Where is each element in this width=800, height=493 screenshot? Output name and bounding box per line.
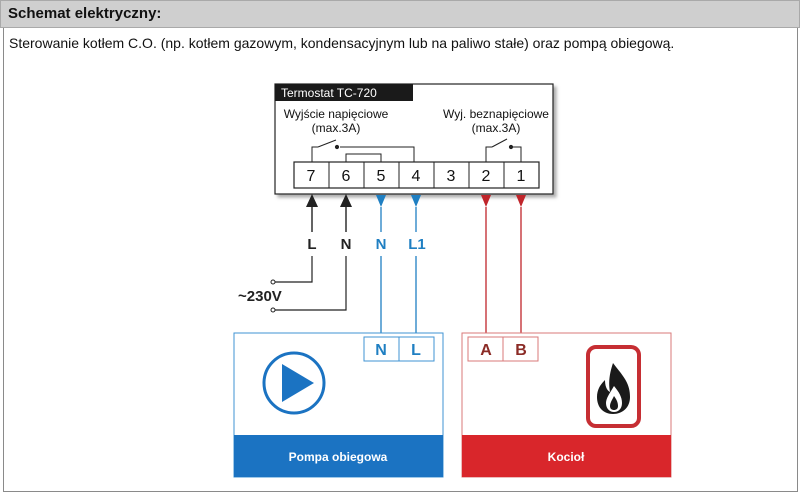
terminal-6: 6 (341, 168, 351, 185)
pump-label: Pompa obiegowa (288, 450, 388, 464)
dry-output-label: Wyj. beznapięciowe (443, 107, 549, 121)
description: Sterowanie kotłem C.O. (np. kotłem gazowym, kondensacyjnym lub na paliwo stałe) oraz pompą obiegową. (9, 35, 675, 51)
wire-label-l1-blue: L1 (408, 236, 426, 253)
boiler-label: Kocioł (547, 450, 585, 464)
pump-terminal-n: N (375, 342, 387, 359)
boiler-wires (481, 195, 526, 337)
thermostat-title: Termostat TC-720 (281, 86, 377, 100)
pump-box (234, 333, 443, 477)
pump-wires (376, 195, 426, 337)
terminal-1: 1 (516, 168, 526, 185)
boiler-terminal-b: B (515, 342, 527, 359)
terminal-5: 5 (376, 168, 386, 185)
supply-wires (238, 194, 352, 312)
terminal-7: 7 (306, 168, 316, 185)
flame-icon (588, 347, 639, 426)
section-title: Schemat elektryczny: (8, 5, 162, 22)
terminal-strip (294, 162, 539, 188)
terminal-3: 3 (446, 168, 456, 185)
pump-terminal-l: L (411, 342, 421, 359)
terminal-2: 2 (481, 168, 491, 185)
boiler-box (462, 333, 671, 477)
dry-output-max: (max.3A) (471, 121, 521, 135)
boiler-terminal-a: A (480, 342, 492, 359)
supply-label: ~230V (238, 288, 282, 305)
wire-label-n: N (340, 236, 352, 253)
voltage-output-max: (max.3A) (311, 121, 361, 135)
voltage-output-label: Wyjście napięciowe (283, 107, 389, 121)
wire-label-l: L (307, 236, 317, 253)
terminal-4: 4 (411, 168, 421, 185)
thermostat (275, 84, 553, 194)
wire-label-n-blue: N (375, 236, 387, 253)
